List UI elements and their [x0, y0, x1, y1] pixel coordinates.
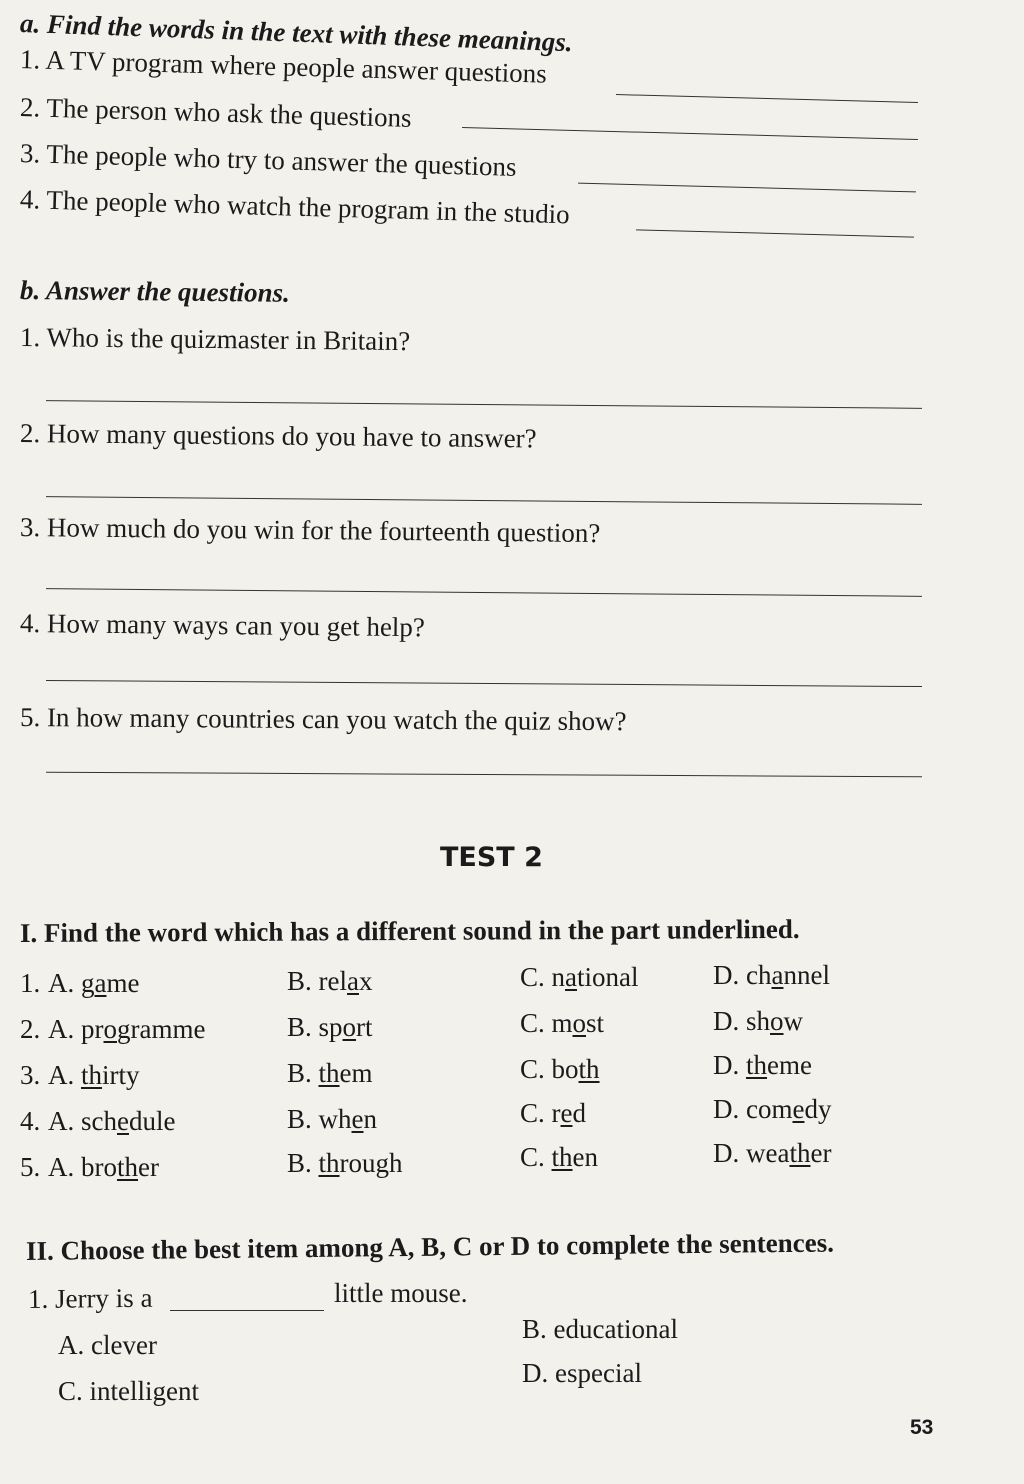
section-a-item-1: 1. A TV program where people answer questions [19, 44, 548, 89]
answer-line[interactable] [636, 229, 914, 237]
option-5c[interactable]: C. then [520, 1142, 599, 1172]
page-number: 53 [910, 1416, 934, 1439]
option-5d[interactable]: D. weather [713, 1138, 832, 1168]
part2-option-d[interactable]: D. especial [522, 1358, 642, 1388]
answer-line[interactable] [46, 496, 922, 505]
option-2a[interactable]: A. programme [48, 1014, 206, 1044]
section-b-item-5: 5. In how many countries can you watch the quiz show? [19, 702, 627, 737]
test-title: TEST 2 [440, 842, 543, 873]
part2-option-b[interactable]: B. educational [522, 1314, 678, 1344]
row-1-num: 1. [20, 968, 41, 998]
section-b-item-2: 2. How many questions do you have to answer? [19, 418, 537, 454]
option-5b[interactable]: B. through [287, 1148, 403, 1178]
part2-question-1-rest: little mouse. [334, 1278, 468, 1308]
answer-line[interactable] [578, 183, 916, 193]
section-a-item-2: 2. The person who ask the questions [19, 92, 412, 133]
row-5-num: 5. [20, 1152, 41, 1182]
section-b-item-3: 3. How much do you win for the fourteenth question? [19, 512, 601, 549]
option-3d[interactable]: D. theme [713, 1050, 812, 1080]
part2-heading: II. Choose the best item among A, B, C or D to complete the sentences. [25, 1227, 835, 1266]
section-a-item-4: 4. The people who watch the program in the studio [19, 184, 571, 230]
option-1a[interactable]: A. game [48, 968, 140, 998]
section-b-item-4: 4. How many ways can you get help? [19, 608, 426, 643]
option-3c[interactable]: C. both [520, 1054, 600, 1084]
answer-line[interactable] [46, 772, 922, 778]
option-3a[interactable]: A. thirty [48, 1060, 140, 1090]
option-1b[interactable]: B. relax [287, 966, 373, 996]
option-5a[interactable]: A. brother [48, 1152, 159, 1182]
answer-line[interactable] [46, 588, 922, 597]
row-2-num: 2. [20, 1014, 41, 1044]
option-3b[interactable]: B. them [287, 1058, 373, 1088]
answer-line[interactable] [616, 94, 918, 103]
section-a-item-3: 3. The people who try to answer the questions [19, 138, 517, 182]
option-2c[interactable]: C. most [520, 1008, 605, 1038]
part2-option-c[interactable]: C. intelligent [58, 1376, 199, 1406]
part1-heading: I. Find the word which has a different sound in the part underlined. [19, 913, 800, 948]
option-2d[interactable]: D. show [713, 1006, 804, 1036]
answer-line[interactable] [462, 127, 918, 140]
row-3-num: 3. [20, 1060, 41, 1090]
option-1d[interactable]: D. channel [713, 960, 830, 990]
part2-option-a[interactable]: A. clever [58, 1330, 157, 1360]
answer-line[interactable] [46, 400, 922, 409]
part2-question-1: 1. Jerry is a [27, 1282, 153, 1314]
option-4b[interactable]: B. when [287, 1104, 377, 1134]
option-1c[interactable]: C. national [520, 962, 639, 992]
option-2b[interactable]: B. sport [287, 1012, 373, 1042]
section-b-heading: b. Answer the questions. [19, 275, 290, 308]
option-4a[interactable]: A. schedule [48, 1106, 176, 1136]
section-a-heading: a. Find the words in the text with these meanings. [19, 8, 574, 58]
option-4d[interactable]: D. comedy [713, 1094, 832, 1124]
option-4c[interactable]: C. red [520, 1098, 586, 1128]
answer-line[interactable] [46, 680, 922, 687]
section-b-item-1: 1. Who is the quizmaster in Britain? [19, 322, 411, 357]
fill-blank[interactable] [170, 1310, 324, 1311]
row-4-num: 4. [20, 1106, 41, 1136]
